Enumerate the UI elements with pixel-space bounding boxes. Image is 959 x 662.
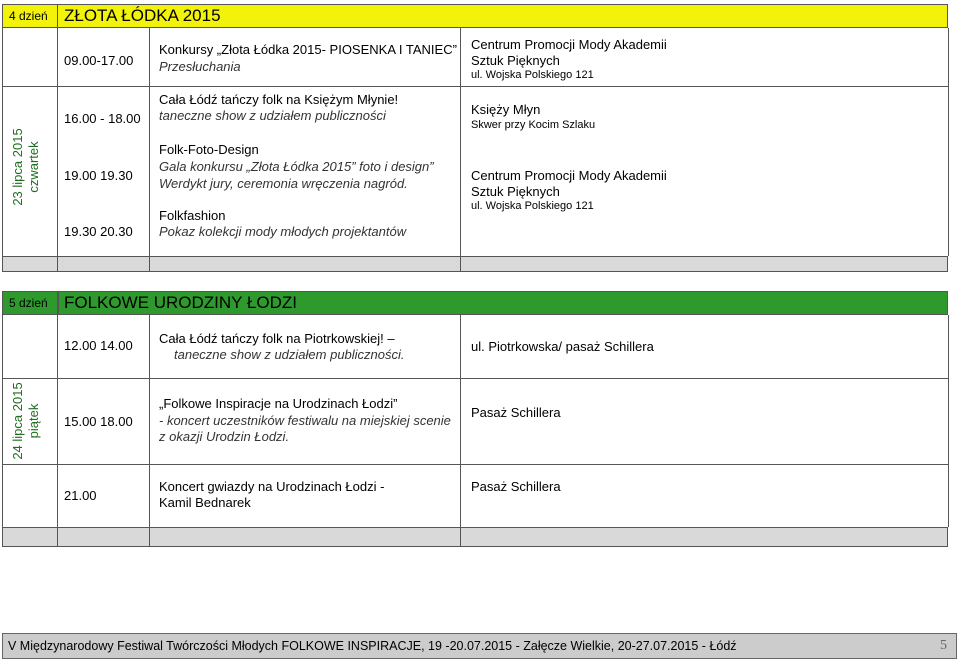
event-subtitle: - koncert uczestników festiwalu na miejskiej scenie (159, 413, 451, 428)
place: ul. Piotrkowska/ pasaż Schillera (471, 339, 654, 354)
event-title: Kamil Bednarek (159, 495, 251, 510)
place: Centrum Promocji Mody Akademii (471, 37, 667, 52)
event-title: Folkfashion (159, 208, 226, 223)
day5-weekday: piątek (26, 403, 41, 439)
place: Pasaż Schillera (471, 479, 561, 494)
time: 16.00 - 18.00 (64, 111, 141, 126)
divider (149, 256, 150, 272)
divider (149, 527, 150, 547)
event-title: Koncert gwiazdy na Urodzinach Łodzi - (159, 479, 385, 494)
day4-weekday: czwartek (26, 141, 41, 193)
separator-bar (2, 527, 948, 547)
divider (149, 28, 150, 256)
divider (2, 378, 948, 379)
place-address: ul. Wojska Polskiego 121 (471, 69, 594, 81)
divider (57, 28, 58, 256)
place: Sztuk Pięknych (471, 184, 560, 199)
divider (948, 28, 949, 256)
divider (460, 28, 461, 256)
day5-label: 5 dzień (9, 296, 48, 310)
event-title: Konkursy „Złota Łódka 2015- PIOSENKA I TANIEC” (159, 42, 457, 57)
divider (57, 315, 58, 527)
place-address: ul. Wojska Polskiego 121 (471, 200, 594, 212)
place-address: Skwer przy Kocim Szlaku (471, 119, 596, 131)
event-subtitle: taneczne show z udziałem publiczności. (174, 347, 405, 362)
event-title: „Folkowe Inspiracje na Urodzinach Łodzi” (159, 396, 398, 411)
place: Sztuk Pięknych (471, 53, 560, 68)
event-subtitle: Werdykt jury, ceremonia wręczenia nagród. (159, 176, 408, 191)
place: Księży Młyn (471, 102, 541, 117)
divider (460, 256, 461, 272)
day4-label: 4 dzień (9, 9, 48, 23)
divider (2, 86, 948, 87)
separator-bar (2, 256, 948, 272)
time: 19.30 20.30 (64, 224, 133, 239)
event-subtitle: Przesłuchania (159, 59, 241, 74)
event-subtitle: Gala konkursu „Złota Łódka 2015” foto i design” (159, 159, 434, 174)
day5-date-side (3, 379, 57, 464)
event-title: Cała Łódź tańczy folk na Księżym Młynie! (159, 92, 399, 107)
page-number: 5 (940, 638, 947, 653)
divider (948, 315, 949, 527)
event-title: Cała Łódź tańczy folk na Piotrkowskiej! – (159, 331, 395, 346)
event-subtitle: Pokaz kolekcji mody młodych projektantów (159, 224, 407, 239)
divider (460, 527, 461, 547)
divider (2, 464, 948, 465)
time: 21.00 (64, 488, 97, 503)
time: 19.00 19.30 (64, 168, 133, 183)
day4-date-side (3, 87, 57, 256)
time: 09.00-17.00 (64, 53, 134, 68)
place: Pasaż Schillera (471, 405, 561, 420)
day4-date: 23 lipca 2015 (10, 128, 25, 206)
footer-text: V Międzynarodowy Festiwal Twórczości Młodych FOLKOWE INSPIRACJE, 19 -20.07.2015 - Załęcze Wielkie, 20-27.07.2015 - Łódź (8, 639, 737, 653)
day5-date: 24 lipca 2015 (10, 382, 25, 460)
time: 15.00 18.00 (64, 414, 133, 429)
day4-title: ZŁOTA ŁÓDKA 2015 (64, 6, 221, 25)
event-subtitle: z okazji Urodzin Łodzi. (159, 429, 290, 444)
divider (57, 4, 58, 28)
divider (460, 315, 461, 527)
event-subtitle: taneczne show z udziałem publiczności (159, 108, 386, 123)
event-title: Folk-Foto-Design (159, 142, 259, 157)
divider (57, 527, 58, 547)
place: Centrum Promocji Mody Akademii (471, 168, 667, 183)
time: 12.00 14.00 (64, 338, 133, 353)
divider (149, 315, 150, 527)
day5-title: FOLKOWE URODZINY ŁODZI (64, 293, 297, 312)
divider (57, 256, 58, 272)
